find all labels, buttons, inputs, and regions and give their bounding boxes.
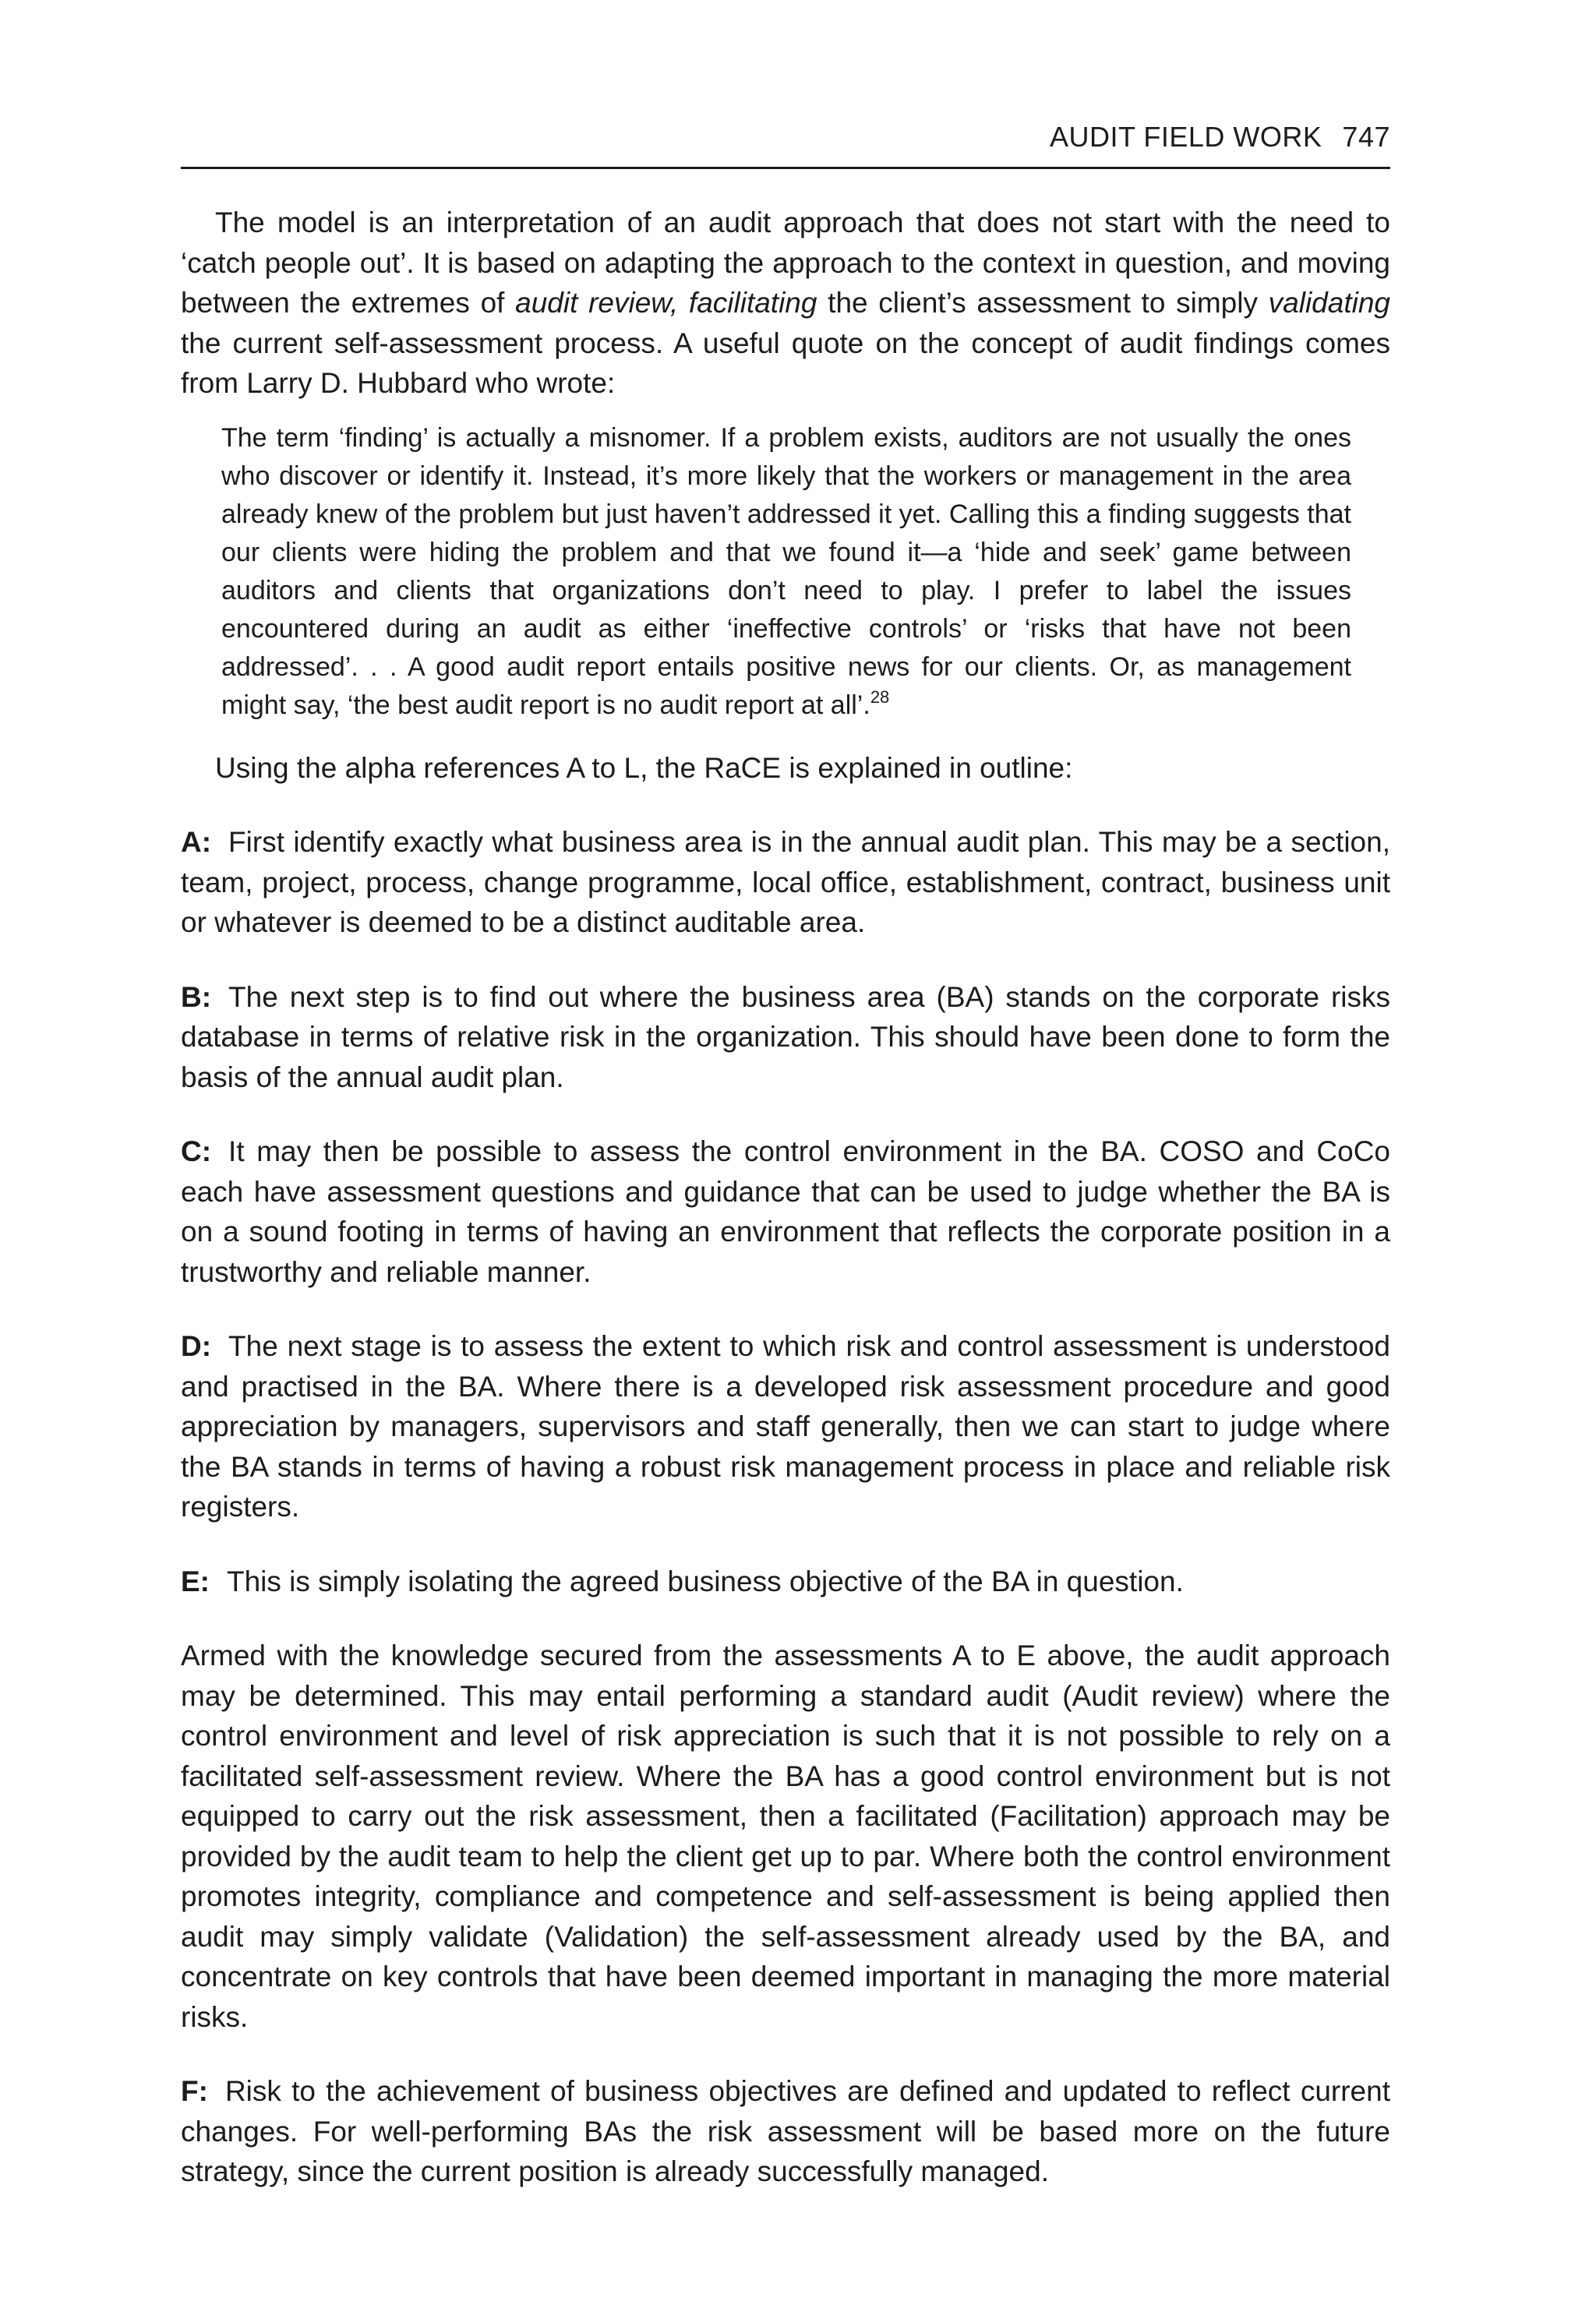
step-f — [181, 2071, 1390, 2192]
step-text: It may then be possible to assess the control environment in the BA. COSO and CoCo each have assessment questions and guidance that can be used to judge whether the BA is on a sound footing in terms of having an environment that reflects the corporate position in a trustworthy and reliable manner. — [181, 1135, 1390, 1288]
step-text: The next step is to find out where the business area (BA) stands on the corporate risks database in terms of relative risk in the organization. This should have been done to form the basis of the annual audit plan. — [181, 980, 1390, 1093]
page-number: 747 — [1342, 121, 1390, 153]
step-text: The next stage is to assess the extent to which risk and control assessment is understood and practised in the BA. Where there is a developed risk assessment procedure and good appreciation by managers, supervisors and staff generally, then we can start to judge where the BA stands in terms of having a robust risk management process in place and reliable risk registers. — [181, 1330, 1390, 1523]
outline-intro: Using the alpha references A to L, the RaCE is explained in outline: — [215, 751, 1073, 784]
armed-paragraph: Armed with the knowledge secured from the assessments A to E above, the audit approach may be determined. This may entail performing a standard audit (Audit review) where the control environment and level of risk appreciation is such that it is not possible to rely on a facilitated self-assessment review. Where the BA has a good control environment but is not equipped to carry out the risk assessment, then a facilitated (Facilitation) approach may be provided by the audit team to help the client get up to par. Where both the control environment promotes integrity, compliance and competence and self-assessment is being applied then audit may simply validate (Validation) the self-assessment already used by the BA, and concentrate on key controls that have been deemed important in managing the more material risks. — [181, 1640, 1390, 2033]
step-letter: D: — [181, 1330, 212, 1362]
step-c — [181, 1131, 1390, 1292]
chapter-title: AUDIT FIELD WORK — [1050, 121, 1322, 153]
step-e — [181, 1562, 1390, 1602]
running-head — [1050, 118, 1390, 156]
intro-paragraph: The model is an interpretation of an audit approach that does not start with the need to ‘catch people out’. It is based on adapting the approach to the context in question, and moving between the extremes of audit review, facilitating the client’s assessment to simply validating the current self-assessment process. A useful quote on the concept of audit findings comes from Larry D. Hubbard who wrote: — [181, 206, 1390, 399]
block-quote — [221, 419, 1351, 725]
step-text: Risk to the achievement of business objectives are defined and updated to reflect current changes. For well-performing BAs the risk assessment will be based more on the future strategy, since the current position is already successfully managed. — [181, 2075, 1390, 2187]
emphasis-validating: validating — [1268, 287, 1390, 319]
step-letter: C: — [181, 1135, 212, 1167]
footnote-ref: 28 — [870, 687, 890, 707]
body-text — [181, 203, 1390, 2192]
step-letter: A: — [181, 826, 212, 858]
step-letter: B: — [181, 980, 212, 1013]
step-letter: E: — [181, 1565, 210, 1597]
emphasis-audit-review: audit review, facilitating — [515, 287, 817, 319]
quote-text: The term ‘finding’ is actually a misnomer. If a problem exists, auditors are not usually the ones who discover or identify it. Instead, it’s more likely that the workers or management in the area already knew of the problem but just haven’t addressed it yet. Calling this a finding suggests that our clients were hiding the problem and that we found it—a ‘hide and seek’ game between auditors and clients that organizations don’t need to play. I prefer to label the issues encountered during an audit as either ‘ineffective controls’ or ‘risks that have not been addressed’. . . A good audit report entails positive news for our clients. Or, as management might say, ‘the best audit report is no audit report at all’. — [221, 422, 1351, 720]
step-d — [181, 1326, 1390, 1527]
step-a — [181, 822, 1390, 943]
step-b — [181, 977, 1390, 1098]
header-rule — [181, 167, 1390, 169]
step-letter: F: — [181, 2075, 208, 2107]
step-text: First identify exactly what business area is in the annual audit plan. This may be a section, team, project, process, change programme, local office, establishment, contract, business unit or whatever is deemed to be a distinct auditable area. — [181, 826, 1390, 938]
step-text: This is simply isolating the agreed business objective of the BA in question. — [227, 1565, 1184, 1597]
